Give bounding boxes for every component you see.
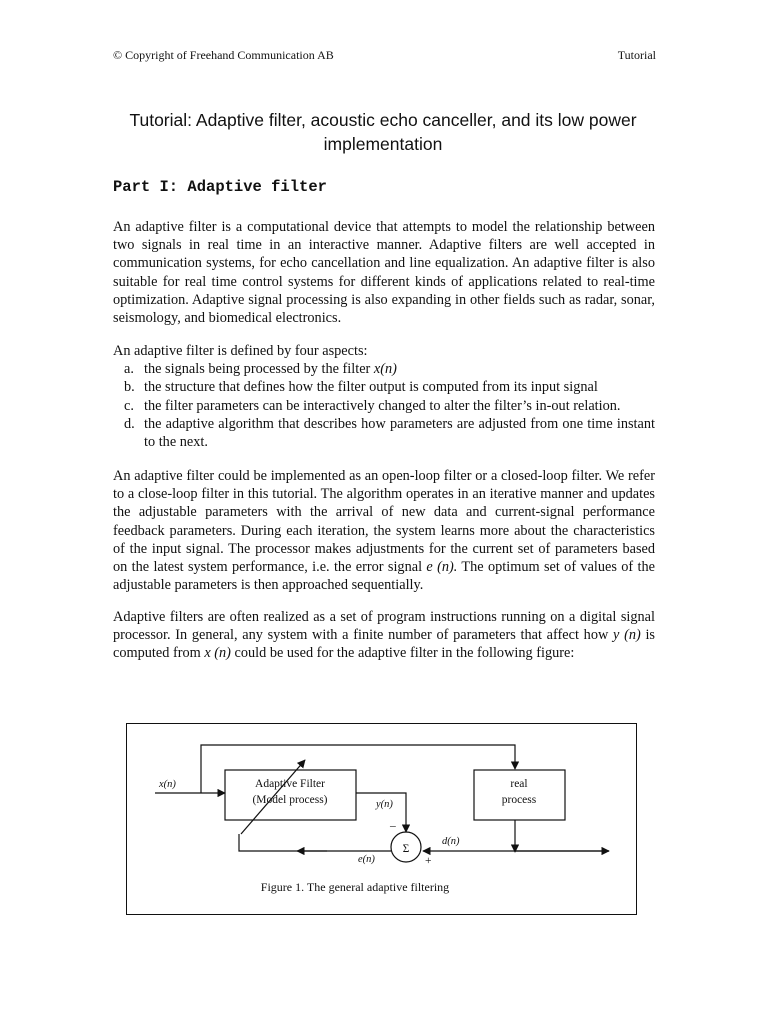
aspects-block [113,342,655,451]
real-block-line2: process [501,794,537,806]
paragraph-text: An adaptive filter could be implemented as an open-loop filter or a closed-loop filter. We refer to a close-loop filter in this tutorial. The algorithm operates in an iterative manner and updates the adjustable parameters with the arrival of new data and current-signal performance feedback parameters. During each iteration, the system learns more about the characteristics of the input signal. The processor makes adjustments for the current set of parameters based on the latest system performance, i.e. the error signal [113,468,655,576]
real-block-line1: real [510,778,528,790]
paragraph-text: could be used for the adaptive filter in the following figure: [230,645,575,662]
minus-sign: – [390,820,396,832]
aspects-list [113,360,655,451]
branch-to-real-process [201,745,515,793]
block-diagram [127,724,638,916]
paragraph-dsp [113,608,655,663]
figure-caption: Figure 1. The general adaptive filtering [260,880,450,894]
list-item-text: the filter parameters can be interactively changed to alter the filter’s in-out relation. [144,397,621,414]
list-item-text: the adaptive algorithm that describes how parameters are adjusted from one time instant to the next. [144,415,655,451]
list-item [113,378,655,396]
paragraph-text: The optimum set of values of the adjustable parameters is then approached sequentially. [113,559,656,594]
section-heading: Part I: Adaptive filter [113,178,327,196]
error-feedback-line [239,834,391,851]
paragraph-text: Adaptive filters are often realized as a set of program instructions running on a digital signal processor. In general, any system with a finite number of parameters that affect how [113,609,655,644]
desired-label: d(n) [442,836,460,847]
list-marker: a. [124,361,134,378]
copyright-header: © Copyright of Freehand Communication AB [113,48,334,62]
input-label: x(n) [159,779,176,790]
list-item [113,397,655,415]
list-item-text: the signals being processed by the filter [144,361,374,378]
error-label: e(n) [358,854,375,865]
filter-block-line1: Adaptive Filter [255,778,325,790]
math-x-n: x (n) [204,645,231,662]
sum-symbol: Σ [402,843,410,855]
plus-sign: + [425,855,432,867]
list-item-text: the structure that defines how the filter output is computed from its input signal [144,379,598,396]
filter-block-line2: (Model process) [252,794,328,806]
list-item [113,415,655,451]
output-label: y(n) [376,799,393,810]
math-x-n: x(n) [373,361,397,378]
list-marker: d. [124,415,135,432]
paragraph-closed-loop [113,467,655,594]
paragraph-intro: An adaptive filter is a computational device that attempts to model the relationship between two signals in real time in an interactive manner. Adaptive filters are well accepted in communication systems, for echo cancellation and line equalization. An adaptive filter is also suitable for real time control systems for different kinds of applications related to real-time optimization. Adaptive signal processing is also expanding in other fields such as radar, sonar, seismology, and biomedical electronics. [113,219,655,327]
running-header: Tutorial [617,48,656,62]
adaptive-filter-figure [126,723,637,915]
aspects-intro: An adaptive filter is defined by four aspects: [113,343,368,359]
math-e-n: e (n). [426,559,458,576]
list-marker: c. [124,397,134,414]
list-item [113,360,655,378]
document-title: Tutorial: Adaptive filter, acoustic echo canceller, and its low power implementation [129,110,637,154]
list-marker: b. [124,379,135,396]
math-y-n: y (n) [613,627,641,644]
paragraph-text: is computed from [113,627,655,662]
